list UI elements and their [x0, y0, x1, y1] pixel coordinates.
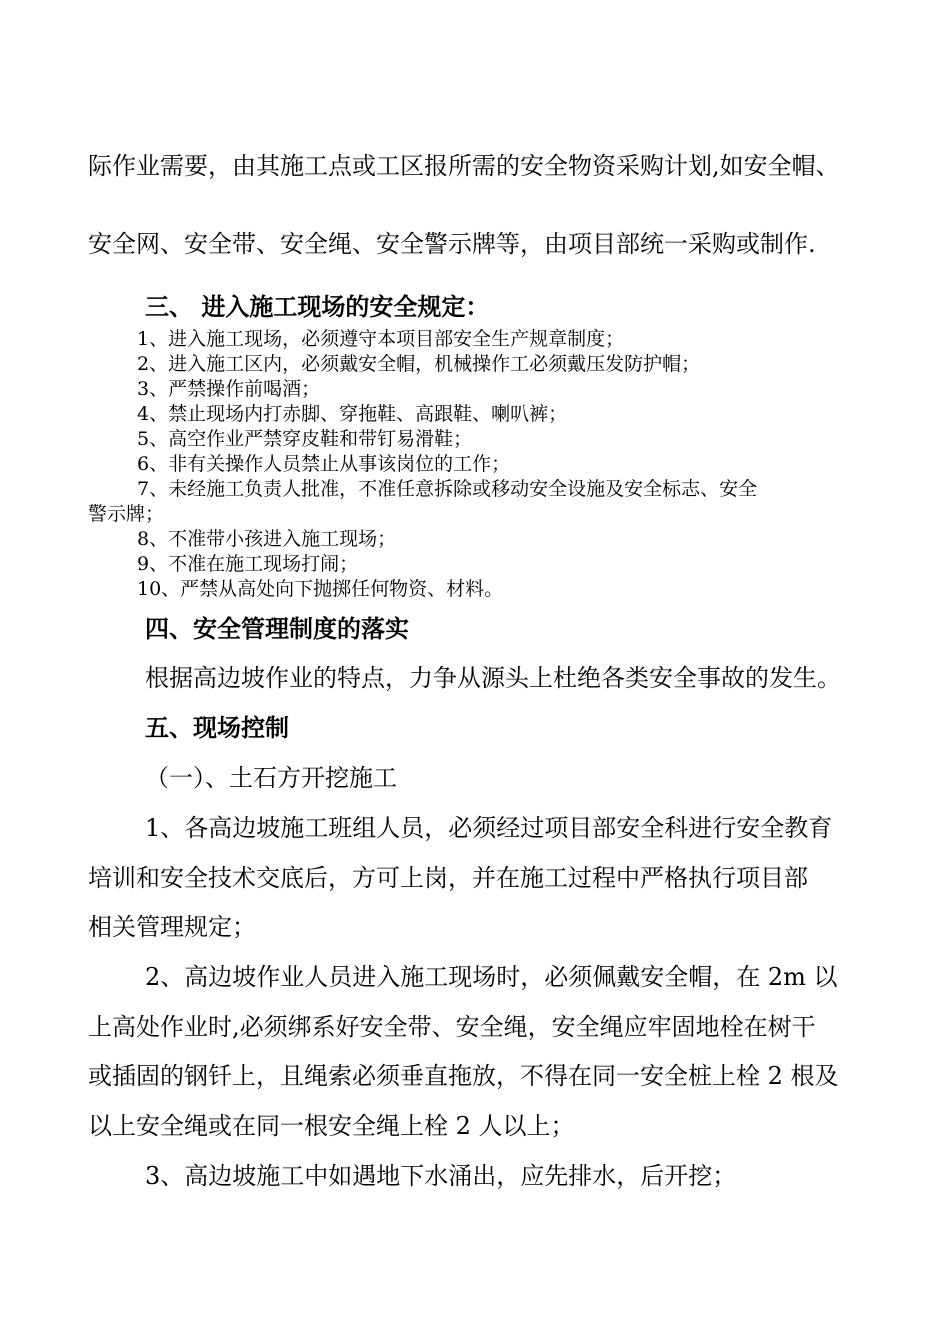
section-3-heading: 三、 进入施工现场的安全规定： — [145, 292, 490, 321]
intro-line-1: 际作业需要，由其施工点或工区报所需的安全物资采购计划,如安全帽、 — [88, 152, 840, 180]
rule-item-5: 5、高空作业严禁穿皮鞋和带钉易滑鞋； — [137, 428, 473, 450]
paragraph-1-line-3: 相关管理规定； — [88, 913, 256, 941]
paragraph-2-line-2: 上高处作业时,必须绑系好安全带、安全绳，安全绳应牢固地栓在树干 — [88, 1013, 816, 1041]
intro-line-2: 安全网、安全带、安全绳、安全警示牌等，由项目部统一采购或制作. — [88, 230, 816, 258]
rule-item-2: 2、进入施工区内，必须戴安全帽，机械操作工必须戴压发防护帽； — [137, 353, 701, 375]
rule-item-4: 4、禁止现场内打赤脚、穿拖鞋、高跟鞋、喇叭裤； — [137, 403, 568, 425]
rule-item-8: 8、不准带小孩进入施工现场； — [137, 528, 397, 550]
paragraph-2-line-1: 2、高边坡作业人员进入施工现场时，必须佩戴安全帽，在 2m 以 — [145, 963, 838, 991]
paragraph-3: 3、高边坡施工中如遇地下水涌出，应先排水，后开挖； — [145, 1162, 737, 1190]
section-4-body: 根据高边坡作业的特点，力争从源头上杜绝各类安全事故的发生。 — [145, 664, 841, 692]
paragraph-2-line-4: 以上安全绳或在同一根安全绳上栓 2 人以上； — [88, 1112, 575, 1140]
rule-item-7: 7、未经施工负责人批准，不准任意拆除或移动安全设施及安全标志、安全 — [137, 478, 758, 500]
paragraph-1-line-1: 1、各高边坡施工班组人员，必须经过项目部安全科进行安全教育 — [145, 814, 833, 842]
paragraph-1-line-2: 培训和安全技术交底后，方可上岗，并在施工过程中严格执行项目部 — [88, 864, 808, 892]
rule-item-6: 6、非有关操作人员禁止从事该岗位的工作； — [137, 453, 511, 475]
rule-item-10: 10、严禁从高处向下抛掷任何物资、材料。 — [137, 578, 504, 600]
rule-item-1: 1、进入施工现场，必须遵守本项目部安全生产规章制度； — [137, 328, 625, 350]
section-5-heading: 五、现场控制 — [145, 713, 289, 742]
section-4-heading: 四、安全管理制度的落实 — [145, 614, 409, 643]
section-5-subheading: （一）、土石方开挖施工 — [145, 764, 397, 792]
rule-item-7-cont: 警示牌； — [88, 503, 165, 525]
rule-item-3: 3、严禁操作前喝酒； — [137, 378, 321, 400]
rule-item-9: 9、不准在施工现场打闹； — [137, 553, 359, 575]
paragraph-2-line-3: 或插固的钢钎上，且绳索必须垂直拖放，不得在同一安全桩上栓 2 根及 — [88, 1062, 839, 1090]
